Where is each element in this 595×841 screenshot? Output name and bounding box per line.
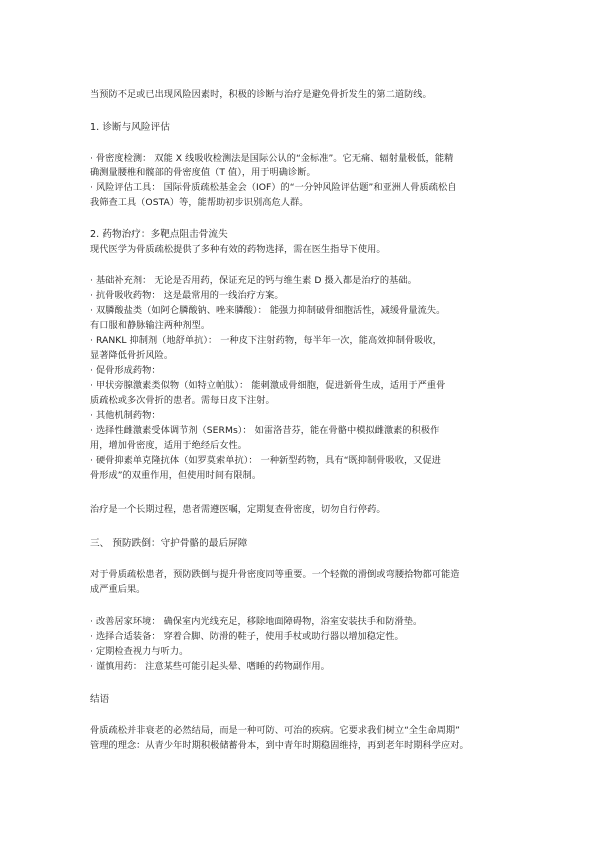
section-2-heading: 2. 药物治疗：多靶点阻击骨流失 (90, 229, 228, 240)
list-item: 质疏松或多次骨折的患者。需每日皮下注射。 (90, 395, 275, 406)
section-3-paragraph: 对于骨质疏松患者，预防跌倒与提升骨密度同等重要。一个轻微的滑倒或弯腰拾物都可能造 (90, 569, 460, 580)
list-item: · 促骨形成药物： (90, 365, 161, 376)
list-item: 用，增加骨密度，适用于绝经后女性。 (90, 440, 248, 451)
conclusion-paragraph-cont: 管理的理念：从青少年时期积极储蓄骨本，到中青年时期稳固维持，再到老年时期科学应对。 (90, 740, 469, 751)
bullet-bone-density: · 骨密度检测： 双能 X 线吸收检测法是国际公认的“金标准”。它无痛、辐射量极低，能精 (90, 153, 454, 164)
list-item: · 定期检查视力与听力。 (90, 646, 189, 657)
section-2-closing: 治疗是一个长期过程，患者需遵医嘱，定期复查骨密度，切勿自行停药。 (90, 504, 386, 515)
conclusion-heading: 结语 (90, 694, 110, 705)
intro-paragraph: 当预防不足或已出现风险因素时，积极的诊断与治疗是避免骨折发生的第二道防线。 (90, 89, 432, 100)
bullet-bone-density-cont: 确测量腰椎和髋部的骨密度值（T 值），用于明确诊断。 (90, 167, 316, 178)
list-item: 骨形成”的双重作用，但使用时间有限制。 (90, 470, 262, 481)
list-item: · 双膦酸盐类（如阿仑膦酸钠、唑来膦酸）： 能强力抑制破骨细胞活性，减缓骨量流失。 (90, 305, 446, 316)
list-item: · 硬骨抑素单克隆抗体（如罗莫索单抗）： 一种新型药物，具有“既抑制骨吸收，又促进 (90, 455, 441, 466)
section-1-heading: 1. 诊断与风险评估 (90, 122, 170, 133)
bullet-risk-tools-cont: 我筛查工具（OSTA）等，能帮助初步识别高危人群。 (90, 197, 309, 208)
bullet-risk-tools: · 风险评估工具： 国际骨质疏松基金会（IOF）的“一分钟风险评估题”和亚洲人骨质疏松自 (90, 182, 457, 193)
list-item: · 选择性雌激素受体调节剂（SERMs）： 如雷洛昔芬，能在骨骼中模拟雌激素的积极作 (90, 425, 440, 436)
list-item: 显著降低骨折风险。 (90, 350, 174, 361)
list-item: · 其他机制药物： (90, 410, 161, 421)
list-item: · 基础补充剂： 无论是否用药，保证充足的钙与维生素 D 摄入都是治疗的基础。 (90, 275, 417, 286)
list-item: · 改善居家环境： 确保室内光线充足，移除地面障碍物，浴室安装扶手和防滑垫。 (90, 616, 423, 627)
section-3-heading: 三、 预防跌倒：守护骨骼的最后屏障 (90, 538, 248, 549)
list-item: · 甲状旁腺激素类似物（如特立帕肽）： 能刺激成骨细胞，促进新骨生成，适用于严重骨 (90, 380, 446, 391)
list-item: 有口服和静脉输注两种剂型。 (90, 320, 211, 331)
list-item: · 选择合适装备： 穿着合脚、防滑的鞋子，使用手杖或助行器以增加稳定性。 (90, 631, 404, 642)
conclusion-paragraph: 骨质疏松并非衰老的必然结局，而是一种可防、可治的疾病。它要求我们树立“全生命周期” (90, 725, 460, 736)
section-2-intro: 现代医学为骨质疏松提供了多种有效的药物选择，需在医生指导下使用。 (90, 244, 386, 255)
list-item: · 谨慎用药： 注意某些可能引起头晕、嗜睡的药物副作用。 (90, 661, 330, 672)
section-3-paragraph-cont: 成严重后果。 (90, 584, 146, 595)
list-item: · RANKL 抑制剂（地舒单抗）： 一种皮下注射药物，每半年一次，能高效抑制骨吸收， (90, 335, 442, 346)
list-item: · 抗骨吸收药物： 这是最常用的一线治疗方案。 (90, 290, 284, 301)
